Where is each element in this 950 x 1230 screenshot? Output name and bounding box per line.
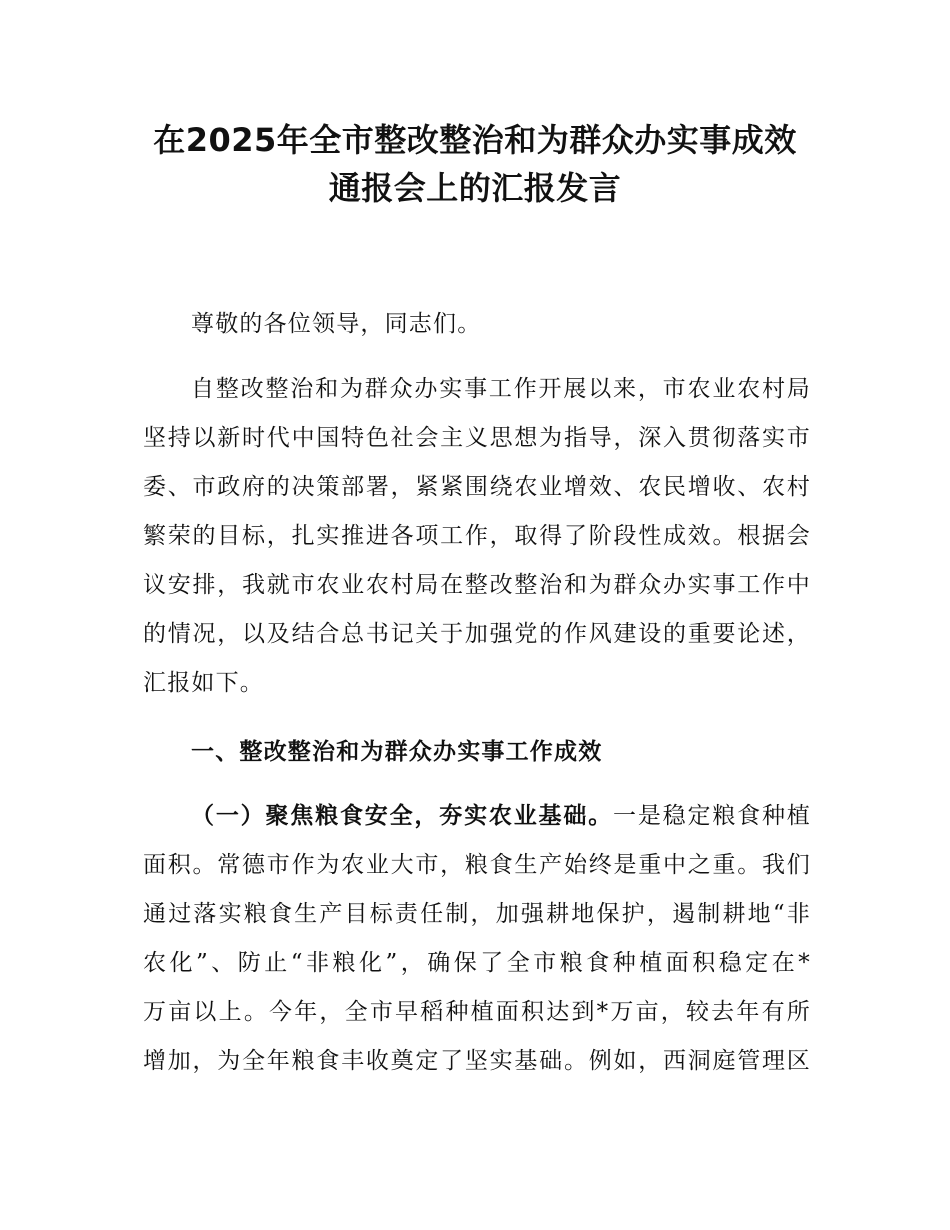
subsection-1-lead: （一）聚焦粮食安全，夯实农业基础。 <box>191 803 614 829</box>
subsection-1-line: 增加，为全年粮食丰收奠定了坚实基础。例如，西洞庭管理区 <box>143 1048 811 1074</box>
intro-line: 坚持以新时代中国特色社会主义思想为指导，深入贯彻落实市 <box>143 425 811 451</box>
intro-line: 自整改整治和为群众办实事工作开展以来，市农业农村局 <box>191 376 811 402</box>
subsection-1-first-line-rest: 一是稳定粮食种植 <box>613 803 811 829</box>
intro-paragraph <box>143 365 811 708</box>
intro-line: 议安排，我就市农业农村局在整改整治和为群众办实事工作中 <box>143 572 811 598</box>
subsection-1-paragraph <box>143 792 811 1086</box>
salutation: 尊敬的各位领导，同志们。 <box>191 311 482 337</box>
subsection-1-first-line <box>143 792 811 841</box>
intro-line: 繁荣的目标，扎实推进各项工作，取得了阶段性成效。根据会 <box>143 523 811 549</box>
subsection-1-line: 万亩以上。今年，全市早稻种植面积达到*万亩，较去年有所 <box>143 999 811 1025</box>
subsection-1-line: 农化”、防止“非粮化”，确保了全市粮食种植面积稳定在* <box>143 950 811 976</box>
document-title-line-1: 在2025年全市整改整治和为群众办实事成效 <box>153 121 797 159</box>
section-1-heading: 一、整改整治和为群众办实事工作成效 <box>191 739 603 765</box>
intro-line: 的情况，以及结合总书记关于加强党的作风建设的重要论述， <box>143 621 811 647</box>
document-title-line-2: 通报会上的汇报发言 <box>328 169 622 207</box>
subsection-1-line: 面积。常德市作为农业大市，粮食生产始终是重中之重。我们 <box>143 852 811 878</box>
subsection-1-line: 通过落实粮食生产目标责任制，加强耕地保护，遏制耕地“非 <box>143 901 811 927</box>
intro-line: 汇报如下。 <box>143 670 264 696</box>
section-heading-block <box>143 728 811 777</box>
intro-line: 委、市政府的决策部署，紧紧围绕农业增效、农民增收、农村 <box>143 474 811 500</box>
salutation-block <box>143 300 811 349</box>
